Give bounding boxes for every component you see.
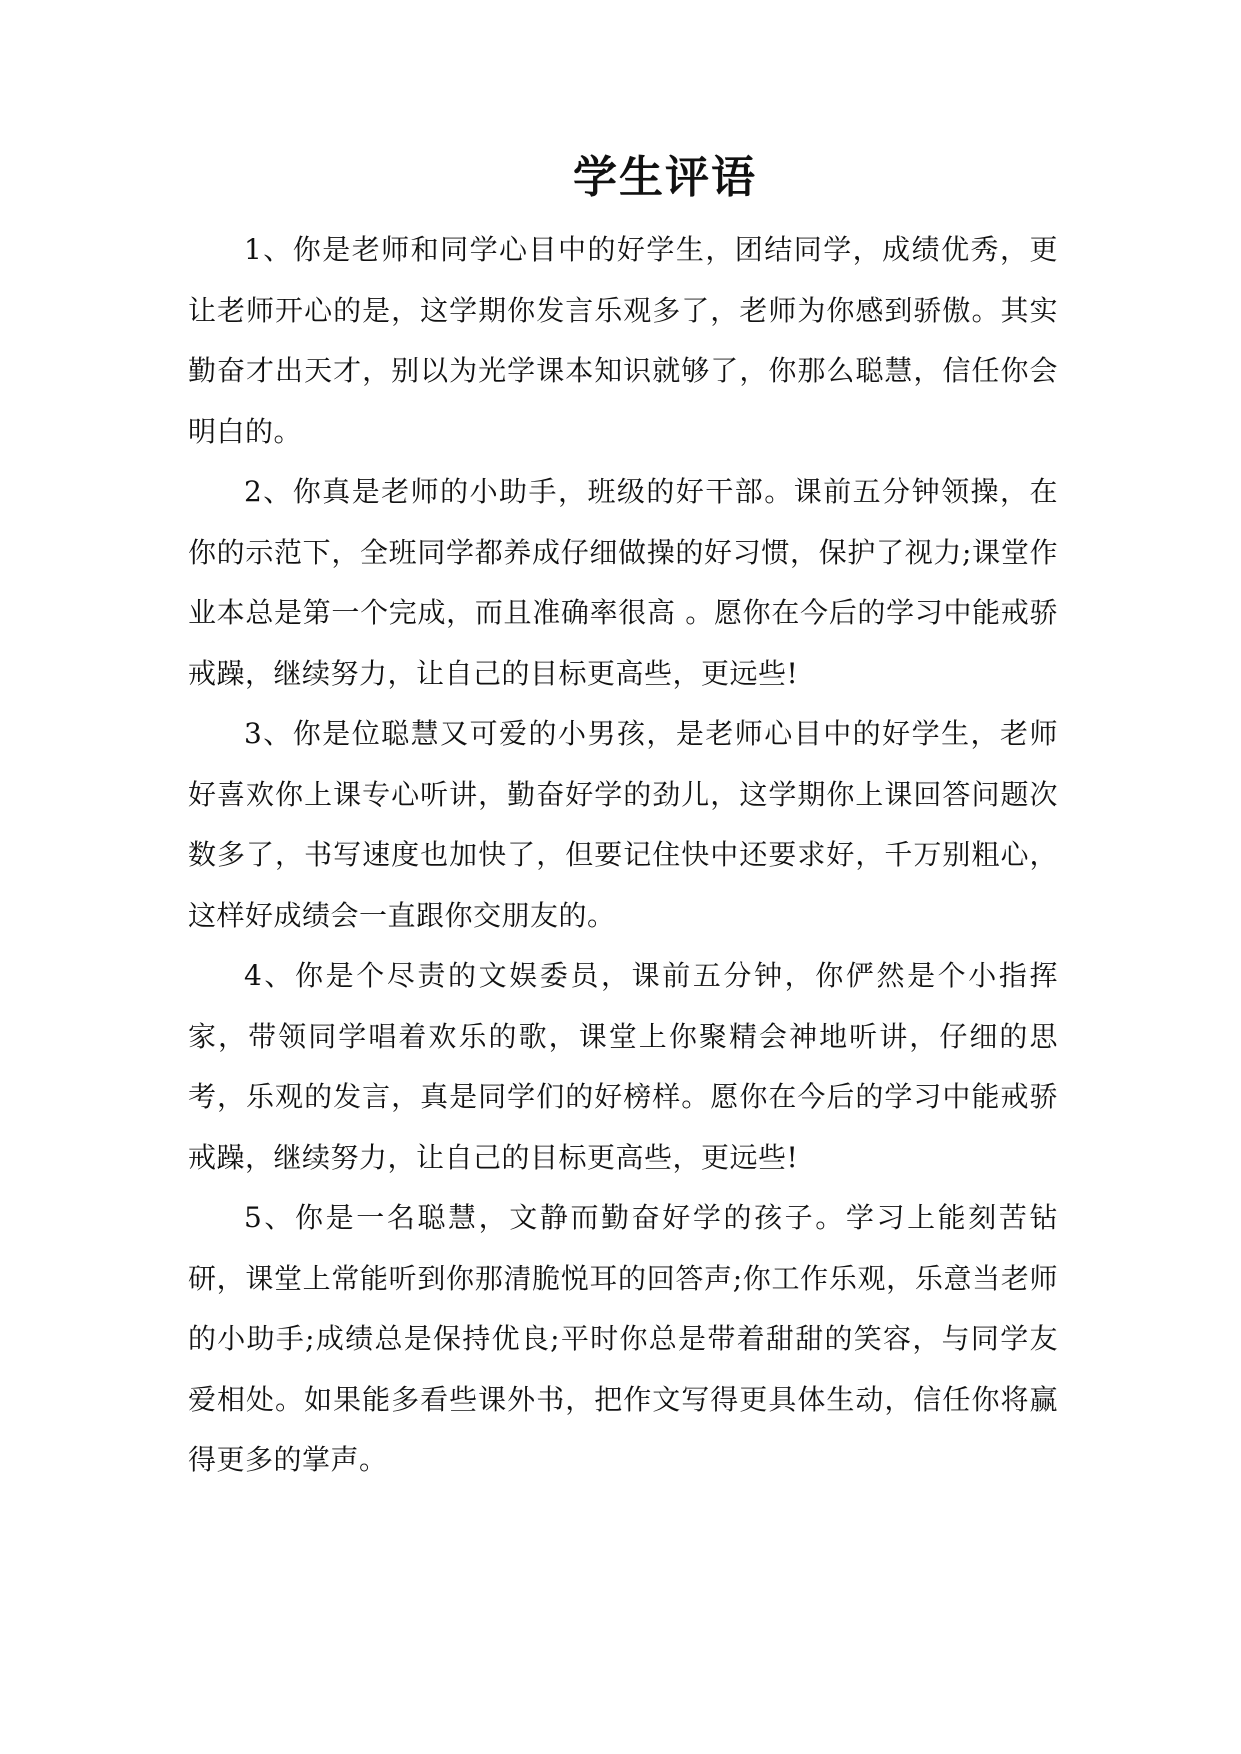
page-title: 学生评语	[573, 152, 757, 203]
document-body	[188, 220, 1058, 1491]
comment-paragraph-4: 4、你是个尽责的文娱委员，课前五分钟，你俨然是个小指挥家，带领同学唱着欢乐的歌，课堂上你聚精会神地听讲，仔细的思考，乐观的发言，真是同学们的好榜样。愿你在今后的学习中能戒骄戒躁，继续努力，让自己的目标更高些，更远些!	[188, 959, 1058, 1174]
comment-paragraph-3: 3、你是位聪慧又可爱的小男孩，是老师心目中的好学生，老师好喜欢你上课专心听讲，勤奋好学的劲儿，这学期你上课回答问题次数多了，书写速度也加快了，但要记住快中还要求好，千万别粗心，这样好成绩会一直跟你交朋友的。	[188, 717, 1058, 932]
comment-paragraph-1: 1、你是老师和同学心目中的好学生，团结同学，成绩优秀，更让老师开心的是，这学期你发言乐观多了，老师为你感到骄傲。其实勤奋才出天才，别以为光学课本知识就够了，你那么聪慧，信任你会明白的。	[188, 233, 1058, 448]
comment-paragraph-5: 5、你是一名聪慧，文静而勤奋好学的孩子。学习上能刻苦钻研，课堂上常能听到你那清脆悦耳的回答声;你工作乐观，乐意当老师的小助手;成绩总是保持优良;平时你总是带着甜甜的笑容，与同学友爱相处。如果能多看些课外书，把作文写得更具体生动，信任你将赢得更多的掌声。	[188, 1201, 1058, 1476]
comment-paragraph-2: 2、你真是老师的小助手，班级的好干部。课前五分钟领操，在你的示范下，全班同学都养成仔细做操的好习惯，保护了视力;课堂作业本总是第一个完成，而且准确率很高 。愿你在今后的学习中能戒骄戒躁，继续努力，让自己的目标更高些，更远些!	[188, 475, 1058, 690]
